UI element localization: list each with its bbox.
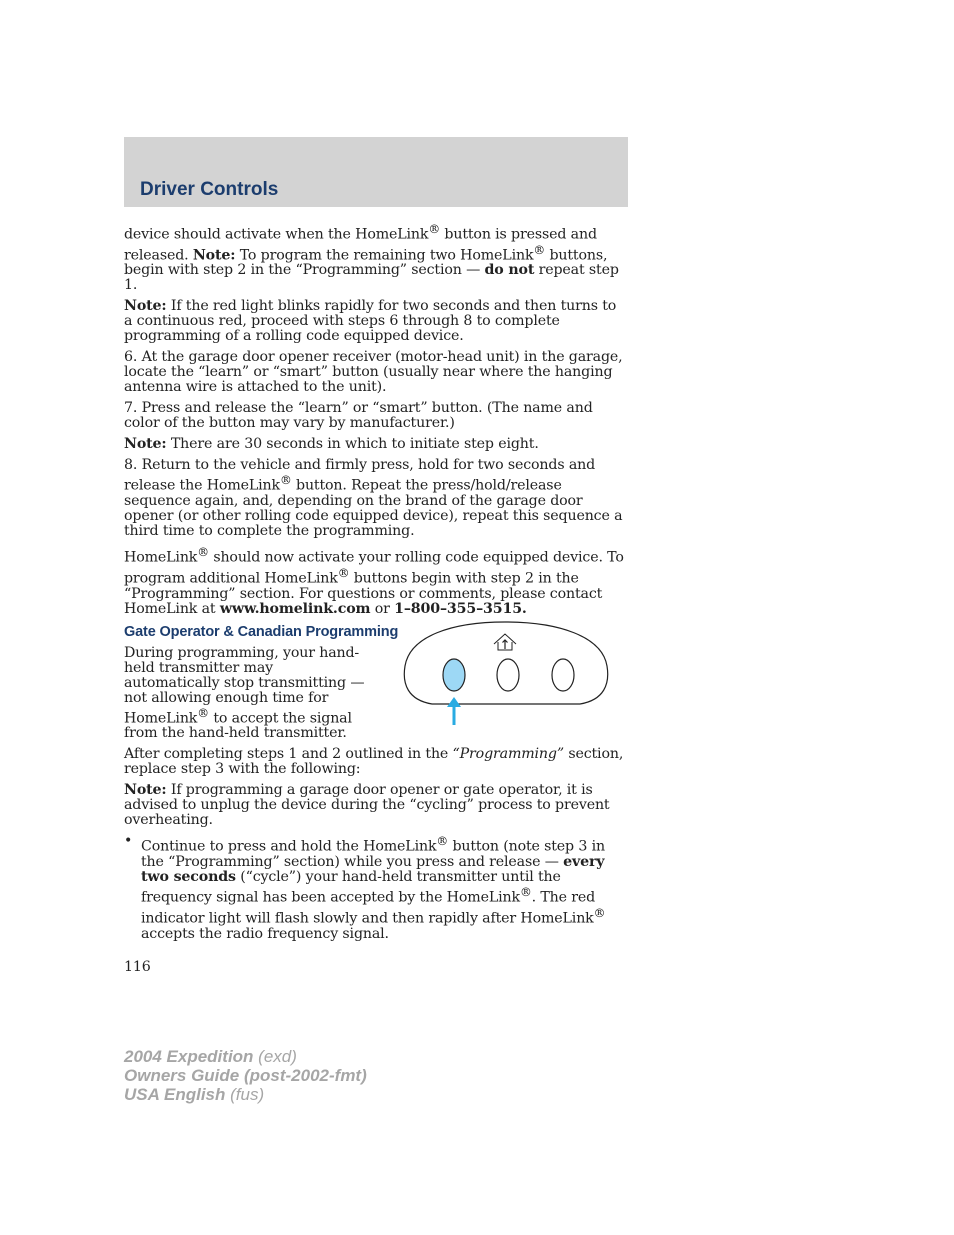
text-run: 8. Return to the vehicle and firmly press, hold for two seconds and release the HomeLink <box>124 457 596 495</box>
footer-line-guide <box>124 1066 367 1085</box>
text-run: button (note step 3 in the “Programming” section) while you press and release — <box>141 839 605 871</box>
section-header-band <box>124 137 628 207</box>
paragraph-step-8 <box>124 458 624 539</box>
paragraph-step-6: 6. At the garage door opener receiver (motor-head unit) in the garage, locate the “learn” or “smart” button (usually near where the hanging antenna wire is attached to the unit). <box>124 349 623 396</box>
text-run: section, replace step 3 with the following: <box>124 746 624 778</box>
homelink-button-2 <box>497 659 519 691</box>
registered-mark: ® <box>593 905 606 920</box>
text-run: 2004 Expedition <box>124 1047 254 1066</box>
text-run: If the red light blinks rapidly for two seconds and then turns to a continuous red, proceed with steps 6 through 8 to complete programming of a rolling code equipped device. <box>124 298 617 345</box>
homelink-button-1 <box>443 659 465 691</box>
homelink-phone-number: 1–800–355–3515. <box>394 600 527 617</box>
paragraph-homelink-contact <box>124 545 624 616</box>
homelink-website-link[interactable]: www.homelink.com <box>219 600 371 617</box>
emphasis-every-two-seconds: every two seconds <box>141 854 605 886</box>
homelink-button-3 <box>552 659 574 691</box>
text-run: To program the remaining two HomeLink <box>235 247 534 264</box>
paragraph-overheating-note <box>124 783 624 828</box>
text-run: Continue to press and hold the HomeLink <box>141 839 437 856</box>
paragraph-transmitter-stop <box>124 646 369 742</box>
emphasis-do-not: do not <box>484 262 535 279</box>
text-run: (“cycle”) your hand-held transmitter until the frequency signal has been accepted by the HomeLink <box>141 869 561 906</box>
text-run: During programming, your hand-held transmitter may automatically stop transmitting — not allowing enough time for HomeLink <box>124 644 365 727</box>
note-label: Note: <box>192 247 236 264</box>
note-label: Note: <box>124 298 167 315</box>
text-run: button is pressed and released. <box>124 226 597 264</box>
text-run: If programming a garage door opener or gate operator, it is advised to unplug the device during the “cycling” process to prevent overheating. <box>124 782 610 829</box>
text-run: buttons, begin with step 2 in the “Programming” section — <box>124 247 608 279</box>
registered-mark: ® <box>436 834 449 849</box>
registered-mark: ® <box>533 242 546 257</box>
body-text-column <box>124 222 624 975</box>
text-run: device should activate when the HomeLink <box>124 226 429 243</box>
programming-reference: “Programming” <box>452 746 564 763</box>
text-run: There are 30 seconds in which to initiate step eight. <box>166 436 539 453</box>
text-run: or <box>370 600 395 617</box>
footer-line-model <box>124 1047 367 1066</box>
homelink-panel-illustration <box>402 620 612 730</box>
registered-mark: ® <box>279 473 292 488</box>
text-run: to accept the signal from the hand-held transmitter. <box>124 710 352 742</box>
bullet-item-cycle <box>124 834 624 941</box>
section-title: Driver Controls <box>140 179 279 200</box>
text-run: Owners Guide (post-2002-fmt) <box>124 1066 367 1085</box>
text-run: should now activate your rolling code equipped device. To program additional HomeLink <box>124 549 624 587</box>
homelink-buttons-diagram <box>402 620 612 730</box>
note-label: Note: <box>124 782 167 799</box>
paragraph-step-7: 7. Press and release the “learn” or “smart” button. (The name and color of the button may vary by manufacturer.) <box>124 400 593 432</box>
registered-mark: ® <box>197 545 209 560</box>
page-number: 116 <box>124 958 151 975</box>
bullet-text <box>141 834 624 941</box>
registered-mark: ® <box>337 565 350 580</box>
paragraph-replace-step-3 <box>124 747 624 777</box>
note-label: Note: <box>124 436 167 453</box>
document-footer <box>124 1047 367 1104</box>
registered-mark: ® <box>519 885 532 900</box>
text-run: After completing steps 1 and 2 outlined in the <box>124 746 453 763</box>
text-run: repeat step 1. <box>124 262 619 294</box>
registered-mark: ® <box>197 705 209 720</box>
bullet-icon: • <box>124 833 133 850</box>
footer-line-language <box>124 1085 367 1104</box>
gate-operator-heading: Gate Operator & Canadian Programming <box>124 623 399 640</box>
text-run: . The red indicator light will flash slowly and then rapidly after HomeLink <box>141 889 596 927</box>
text-run: button. Repeat the press/hold/release sequence again, and, depending on the brand of the garage door opener (or other rolling code equipped device), repeat this sequence a third time to complete the programming. <box>124 478 623 540</box>
paragraph-30-seconds-note <box>124 437 624 452</box>
text-run: (exd) <box>253 1047 297 1066</box>
text-run: buttons begin with step 2 in the “Programming” section. For questions or comments, please contact HomeLink at <box>124 570 603 617</box>
paragraph-red-light-note <box>124 299 624 344</box>
text-run: HomeLink <box>124 549 198 566</box>
text-run: USA English <box>124 1085 226 1104</box>
paragraph-homelink-activate <box>124 222 624 293</box>
registered-mark: ® <box>428 222 441 236</box>
text-run: accepts the radio frequency signal. <box>141 925 389 942</box>
text-run: (fus) <box>225 1085 265 1104</box>
